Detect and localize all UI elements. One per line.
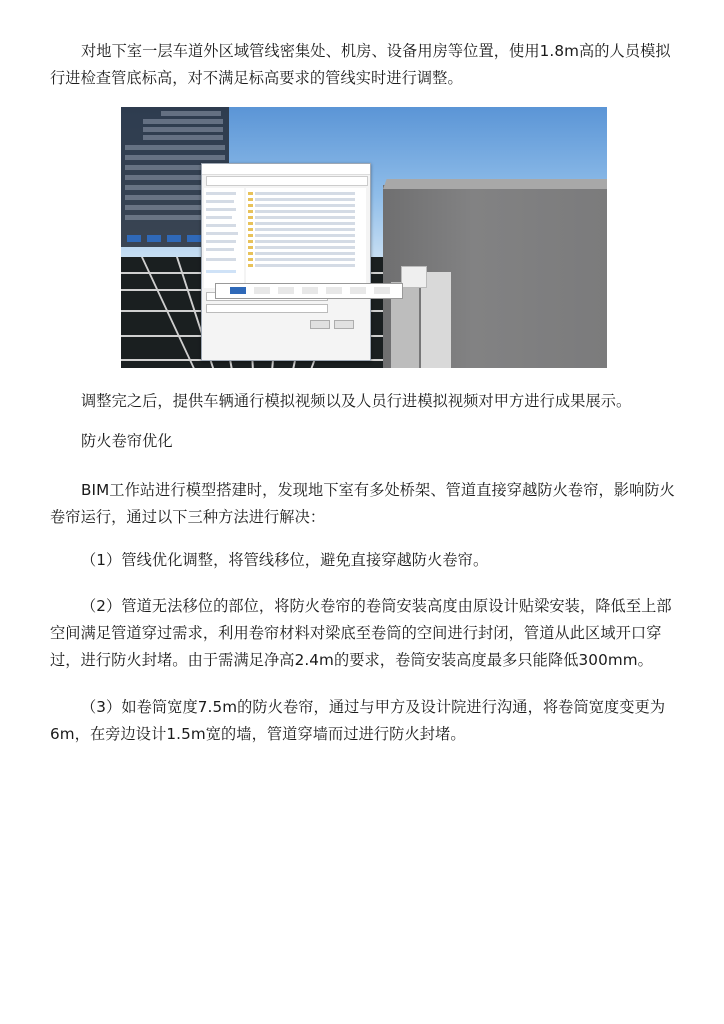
folder-icon [248, 264, 253, 267]
toolbar-item[interactable] [254, 287, 270, 294]
panel-row [125, 145, 225, 150]
panel-row [143, 119, 223, 124]
folder-icon [248, 204, 253, 207]
wall-top [383, 179, 607, 189]
file-dialog [201, 163, 371, 361]
paragraph-1: 对地下室一层车道外区域管线密集处、机房、设备用房等位置，使用1.8m高的人员模拟行进检查管底标高，对不满足标高要求的管线实时进行调整。 [50, 42, 671, 87]
section-heading: 防火卷帘优化 [81, 432, 173, 450]
file-row[interactable] [255, 252, 355, 255]
file-row[interactable] [255, 216, 355, 219]
file-row[interactable] [255, 240, 355, 243]
nav-item[interactable] [206, 200, 234, 203]
folder-icon [248, 192, 253, 195]
folder-icon [248, 252, 253, 255]
nav-item[interactable] [206, 270, 236, 273]
paragraph-5: （2）管道无法移位的部位，将防火卷帘的卷筒安装高度由原设计贴梁安装，降低至上部空间满足管道穿过需求，利用卷帘材料对梁底至卷筒的空间进行封闭，管道从此区域开口穿过，进行防火封堵。由于需满足净高2.4m的要求，卷筒安装高度最多只能降低300mm。 [50, 597, 672, 669]
dialog-file-list [246, 188, 366, 288]
file-row[interactable] [255, 198, 355, 201]
nav-item[interactable] [206, 224, 236, 227]
dialog-titlebar [202, 164, 370, 175]
folder-icon [248, 258, 253, 261]
file-row[interactable] [255, 222, 355, 225]
file-row[interactable] [255, 264, 355, 267]
folder-icon [248, 246, 253, 249]
file-row[interactable] [255, 246, 355, 249]
nav-item[interactable] [206, 216, 232, 219]
folder-icon [248, 222, 253, 225]
folder-icon [248, 210, 253, 213]
nav-item[interactable] [206, 240, 236, 243]
cancel-button[interactable] [334, 320, 354, 329]
paragraph-2: 调整完之后，提供车辆通行模拟视频以及人员行进模拟视频对甲方进行成果展示。 [81, 392, 632, 410]
nav-item[interactable] [206, 192, 236, 195]
toolbar-item[interactable] [374, 287, 390, 294]
folder-icon [248, 198, 253, 201]
paragraph-3: BIM工作站进行模型搭建时，发现地下室有多处桥架、管道直接穿越防火卷帘，影响防火卷帘运行，通过以下三种方法进行解决： [50, 481, 675, 526]
paragraph-4: （1）管线优化调整，将管线移位，避免直接穿越防火卷帘。 [81, 551, 489, 569]
panel-row [143, 135, 223, 140]
panel-row [143, 127, 223, 132]
folder-icon [248, 228, 253, 231]
panel-row [125, 155, 225, 160]
panel-row [161, 111, 221, 116]
toolbar-item[interactable] [326, 287, 342, 294]
toolbar-item[interactable] [278, 287, 294, 294]
nav-item[interactable] [206, 248, 234, 251]
view-toolbar [215, 283, 403, 299]
file-row[interactable] [255, 258, 355, 261]
folder-icon [248, 234, 253, 237]
folder-icon [248, 216, 253, 219]
dialog-nav-pane [204, 188, 244, 288]
save-button[interactable] [310, 320, 330, 329]
panel-button[interactable] [127, 235, 141, 242]
panel-button[interactable] [187, 235, 201, 242]
nav-item[interactable] [206, 208, 236, 211]
panel-button[interactable] [167, 235, 181, 242]
nav-item[interactable] [206, 232, 238, 235]
model-block [401, 266, 427, 288]
panel-button[interactable] [147, 235, 161, 242]
nav-item[interactable] [206, 258, 236, 261]
toolbar-item[interactable] [350, 287, 366, 294]
folder-icon [248, 240, 253, 243]
file-row[interactable] [255, 192, 355, 195]
filetype-field[interactable] [206, 304, 328, 313]
file-row[interactable] [255, 204, 355, 207]
toolbar-item[interactable] [230, 287, 246, 294]
bim-screenshot-figure [121, 107, 607, 368]
file-row[interactable] [255, 210, 355, 213]
dialog-address-bar[interactable] [206, 176, 368, 186]
file-row[interactable] [255, 234, 355, 237]
file-row[interactable] [255, 228, 355, 231]
toolbar-item[interactable] [302, 287, 318, 294]
paragraph-6: （3）如卷筒宽度7.5m的防火卷帘，通过与甲方及设计院进行沟通，将卷筒宽度变更为6m，在旁边设计1.5m宽的墙，管道穿墙而过进行防火封堵。 [50, 698, 666, 743]
